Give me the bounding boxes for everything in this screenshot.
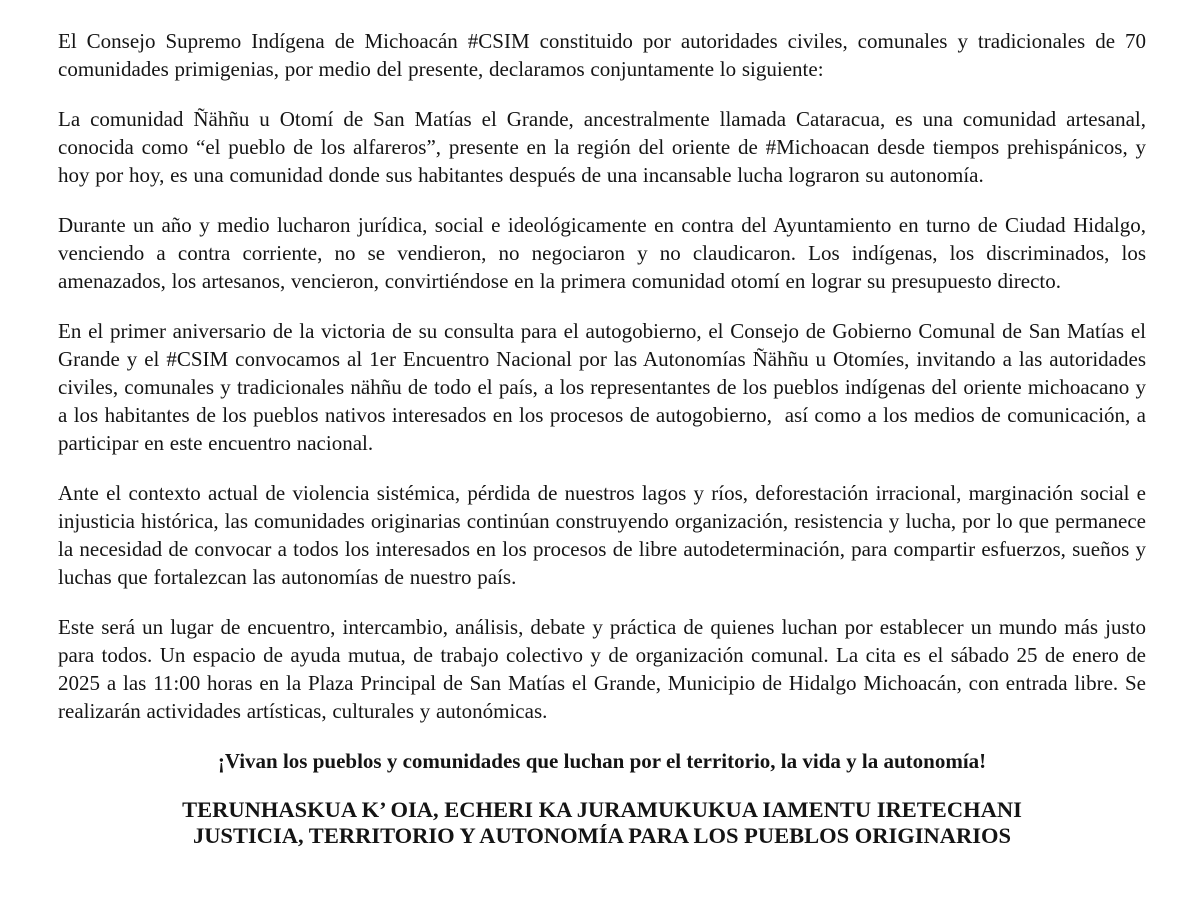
paragraph-community: La comunidad Ñähñu u Otomí de San Matías el Grande, ancestralmente llamada Cataracua, es una comunidad artesanal, conocida como “el pueblo de los alfareros”, presente en la región del oriente de #Michoacan desde tiempos prehispánicos, y hoy por hoy, es una comunidad donde sus habitantes después de una incansable lucha lograron su autonomía. [58, 107, 1146, 187]
paragraph-convocation: En el primer aniversario de la victoria de su consulta para el autogobierno, el Consejo de Gobierno Comunal de San Matías el Grande y el #CSIM convocamos al 1er Encuentro Nacional por las Autonomías Ñähñu u Otomíes, invitando a las autoridades civiles, comunales y tradicionales nähñu de todo el país, a los representantes de los pueblos indígenas del oriente michoacano y a los habitantes de los pueblos nativos interesados en los procesos de autogobierno, así como a los medios de comunicación, a participar en este encuentro nacional. [58, 319, 1146, 455]
paragraph-intro: El Consejo Supremo Indígena de Michoacán #CSIM constituido por autoridades civiles, comunales y tradicionales de 70 comunidades primigenias, por medio del presente, declaramos conjuntamente lo siguiente: [58, 29, 1146, 81]
paragraph-context: Ante el contexto actual de violencia sistémica, pérdida de nuestros lagos y ríos, deforestación irracional, marginación social e injusticia histórica, las comunidades originarias continúan construyendo organización, resistencia y lucha, por lo que permanece la necesidad de convocar a todos los interesados en los procesos de libre autodeterminación, para compartir esfuerzos, sueños y luchas que fortalezcan las autonomías de nuestro país. [58, 481, 1146, 589]
paragraph-struggle: Durante un año y medio lucharon jurídica, social e ideológicamente en contra del Ayuntamiento en turno de Ciudad Hidalgo, venciendo a contra corriente, no se vendieron, no negociaron y no claudicaron. Los indígenas, los discriminados, los amenazados, los artesanos, vencieron, convirtiéndose en la primera comunidad otomí en lograr su presupuesto directo. [58, 213, 1146, 293]
slogan-line: ¡Vivan los pueblos y comunidades que luchan por el territorio, la vida y la autonomía! [217, 749, 987, 773]
closing-line-spanish: JUSTICIA, TERRITORIO Y AUTONOMÍA PARA LOS PUEBLOS ORIGINARIOS [192, 823, 1012, 848]
closing-block [58, 797, 1146, 849]
closing-line-purepecha: TERUNHASKUA K’ OIA, ECHERI KA JURAMUKUKUA IAMENTU IRETECHANI [182, 797, 1022, 822]
paragraph-event-details: Este será un lugar de encuentro, intercambio, análisis, debate y práctica de quienes luchan por establecer un mundo más justo para todos. Un espacio de ayuda mutua, de trabajo colectivo y de organización comunal. La cita es el sábado 25 de enero de 2025 a las 11:00 horas en la Plaza Principal de San Matías el Grande, Municipio de Hidalgo Michoacán, con entrada libre. Se realizarán actividades artísticas, culturales y autonómicas. [58, 615, 1146, 723]
